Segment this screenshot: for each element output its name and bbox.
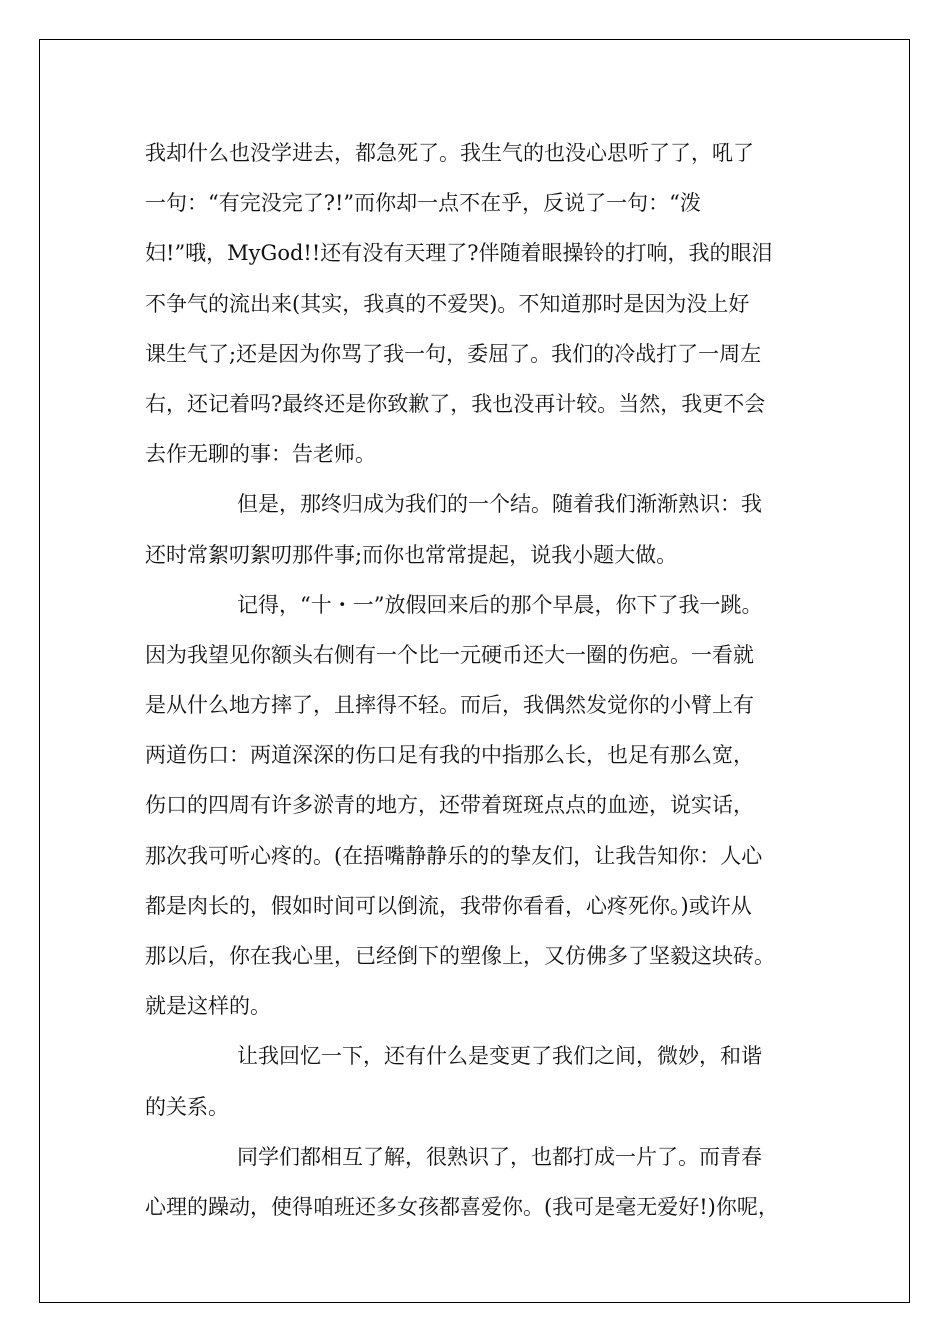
text-line-14: 伤口的四周有许多淤青的地方，还带着斑斑点点的血迹，说实话， — [145, 793, 754, 818]
text-line-5: 课生气了;还是因为你骂了我一句，委屈了。我们的冷战打了一周左 — [145, 341, 762, 366]
document-body — [145, 128, 815, 1232]
text-line-18: 就是这样的。 — [145, 994, 271, 1019]
text-line-12: 是从什么地方摔了，且摔得不轻。而后，我偶然发觉你的小臂上有 — [145, 693, 754, 718]
text-line-16: 都是肉长的，假如时间可以倒流，我带你看看，心疼死你。)或许从 — [145, 893, 752, 918]
text-line-17: 那以后，你在我心里，已经倒下的塑像上，又仿佛多了坚毅这块砖。 — [145, 944, 775, 968]
paragraph-start-line-21: 同学们都相互了解，很熟识了，也都打成一片了。而青春 — [237, 1144, 762, 1169]
text-line-6: 右，还记着吗?最终还是你致歉了，我也没再计较。当然，我更不会 — [145, 391, 766, 416]
text-line-7: 去作无聊的事：告老师。 — [145, 442, 376, 467]
text-line-1: 我却什么也没学进去，都急死了。我生气的也没心思听了了，吼了 — [145, 141, 754, 165]
text-line-3: 妇!”哦，MyGod!!还有没有天理了?伴随着眼操铃的打响，我的眼泪 — [145, 241, 773, 266]
paragraph-start-line-8: 但是，那终归成为我们的一个结。随着我们渐渐熟识：我 — [237, 492, 762, 517]
text-line-11: 因为我望见你额头右侧有一个比一元硬币还大一圈的伤疤。一看就 — [145, 642, 754, 667]
text-line-9: 还时常絮叨絮叨那件事;而你也常常提起，说我小题大做。 — [145, 542, 678, 567]
text-line-22: 心理的躁动，使得咱班还多女孩都喜爱你。(我可是毫无爱好!)你呢， — [145, 1194, 779, 1219]
text-line-13: 两道伤口：两道深深的伤口足有我的中指那么长，也足有那么宽， — [145, 743, 754, 768]
paragraph-start-line-10: 记得，“十・一”放假回来后的那个早晨，你下了我一跳。 — [237, 592, 763, 617]
text-line-20: 的关系。 — [145, 1094, 229, 1119]
text-line-15: 那次我可听心疼的。(在捂嘴静静乐的的挚友们，让我告知你：人心 — [145, 843, 763, 868]
text-line-2: 一句：“有完没完了?!”而你却一点不在乎，反说了一句：“泼 — [145, 191, 701, 216]
text-line-4: 不争气的流出来(其实，我真的不爱哭)。不知道那时是因为没上好 — [145, 291, 750, 316]
paragraph-start-line-19: 让我回忆一下，还有什么是变更了我们之间，微妙，和谐 — [237, 1044, 762, 1069]
